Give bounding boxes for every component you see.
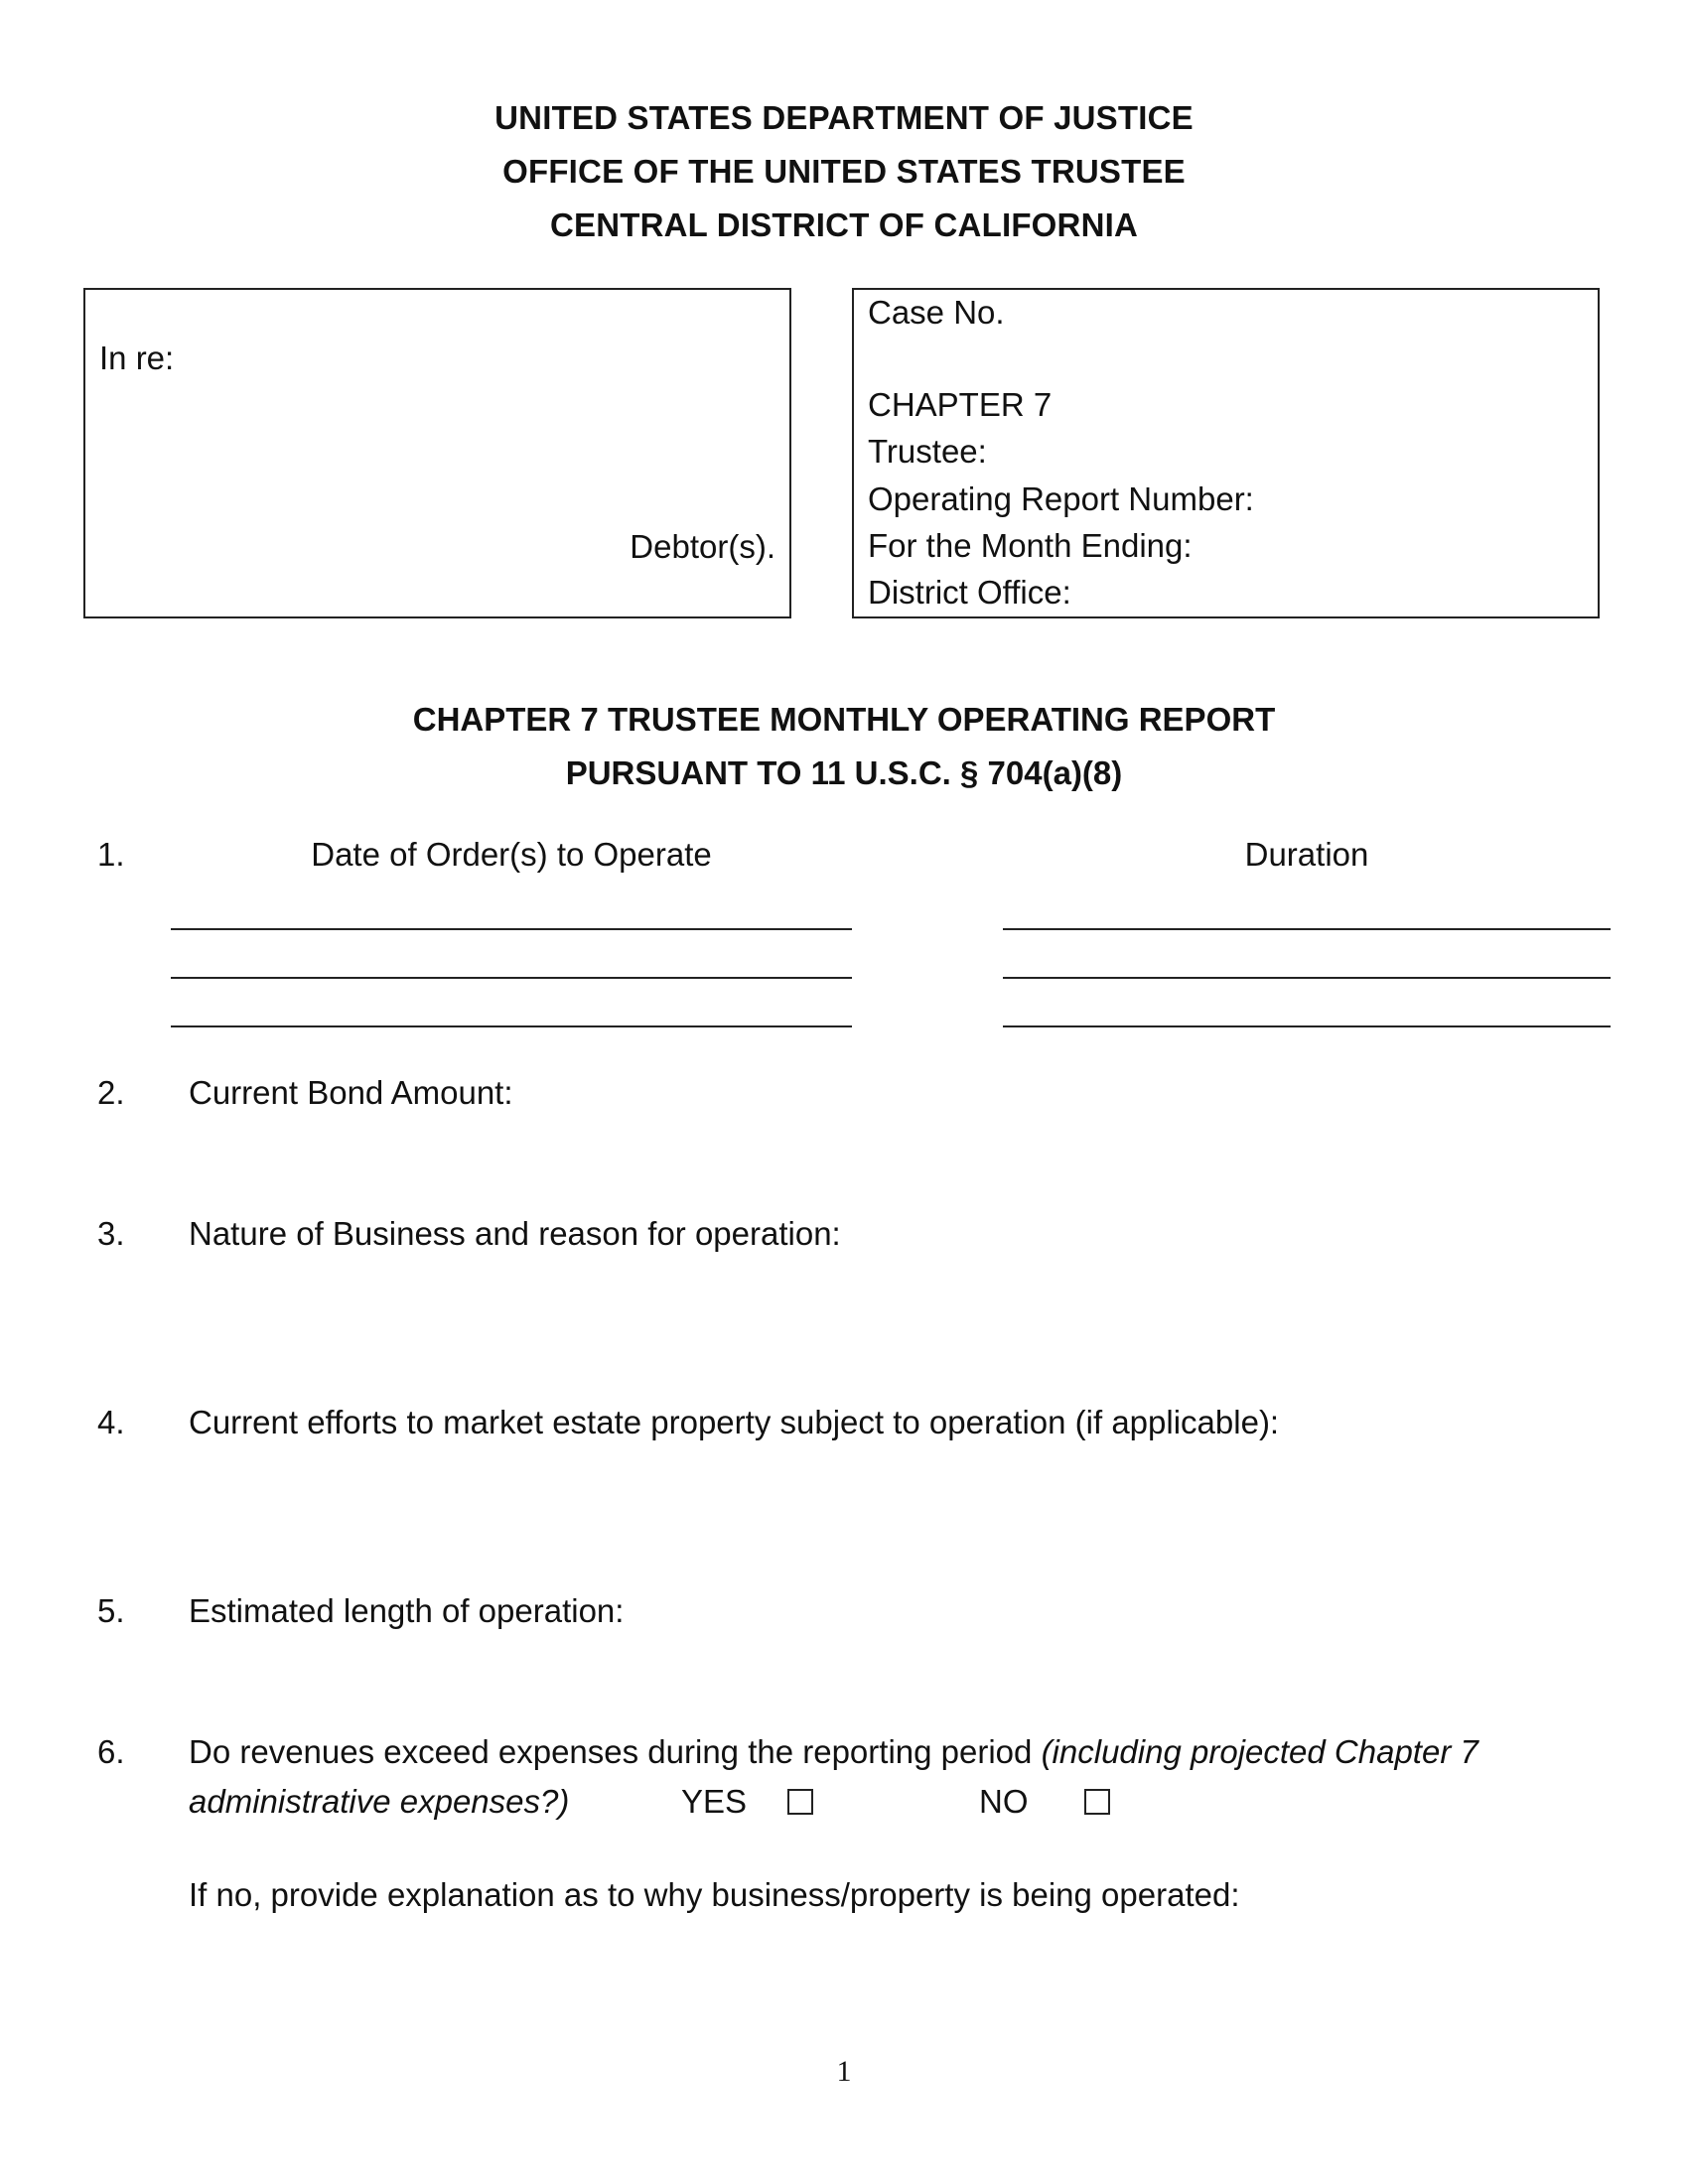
length-of-operation-label: Estimated length of operation:: [189, 1592, 625, 1629]
caption-debtor-box: [83, 288, 791, 618]
item6-number: 6.: [97, 1733, 125, 1770]
chapter-label: CHAPTER 7: [868, 386, 1053, 423]
caption-case-box: [852, 288, 1600, 618]
duration-blank-line-1[interactable]: [1003, 928, 1611, 930]
header-district: CENTRAL DISTRICT OF CALIFORNIA: [549, 206, 1139, 243]
date-blank-line-3[interactable]: [171, 1025, 852, 1027]
duration-header: Duration: [1244, 836, 1369, 873]
in-re-label: In re:: [99, 340, 175, 376]
revenues-question-italic-a: (including projected Chapter 7: [1041, 1733, 1478, 1770]
date-blank-line-1[interactable]: [171, 928, 852, 930]
report-title-line2: PURSUANT TO 11 U.S.C. § 704(a)(8): [565, 754, 1123, 791]
month-ending-label: For the Month Ending:: [868, 527, 1193, 564]
case-no-label: Case No.: [868, 294, 1005, 331]
trustee-label: Trustee:: [868, 433, 987, 470]
header-department: UNITED STATES DEPARTMENT OF JUSTICE: [494, 99, 1194, 136]
duration-blank-line-3[interactable]: [1003, 1025, 1611, 1027]
report-number-label: Operating Report Number:: [868, 480, 1254, 517]
page-number: 1: [836, 2055, 852, 2088]
revenues-question-italic-b: administrative expenses?): [189, 1783, 570, 1820]
duration-blank-line-2[interactable]: [1003, 977, 1611, 979]
header-office: OFFICE OF THE UNITED STATES TRUSTEE: [502, 153, 1186, 190]
explanation-prompt: If no, provide explanation as to why business/property is being operated:: [189, 1876, 1240, 1913]
no-checkbox[interactable]: [1084, 1789, 1110, 1815]
item4-number: 4.: [97, 1404, 125, 1440]
item5-number: 5.: [97, 1592, 125, 1629]
nature-of-business-label: Nature of Business and reason for operation:: [189, 1215, 841, 1252]
debtor-label: Debtor(s).: [630, 528, 775, 565]
report-title-line1: CHAPTER 7 TRUSTEE MONTHLY OPERATING REPORT: [412, 701, 1276, 738]
item3-number: 3.: [97, 1215, 125, 1252]
date-of-orders-header: Date of Order(s) to Operate: [311, 836, 712, 873]
item1-number: 1.: [97, 836, 125, 873]
marketing-efforts-label: Current efforts to market estate property subject to operation (if applicable):: [189, 1404, 1280, 1440]
district-office-label: District Office:: [868, 574, 1071, 611]
item2-number: 2.: [97, 1074, 125, 1111]
yes-checkbox[interactable]: [787, 1789, 813, 1815]
revenues-question: [189, 1733, 1478, 1771]
no-label: NO: [979, 1783, 1029, 1820]
date-blank-line-2[interactable]: [171, 977, 852, 979]
revenues-question-text: Do revenues exceed expenses during the reporting period: [189, 1733, 1033, 1770]
bond-amount-label: Current Bond Amount:: [189, 1074, 513, 1111]
yes-label: YES: [681, 1783, 748, 1820]
